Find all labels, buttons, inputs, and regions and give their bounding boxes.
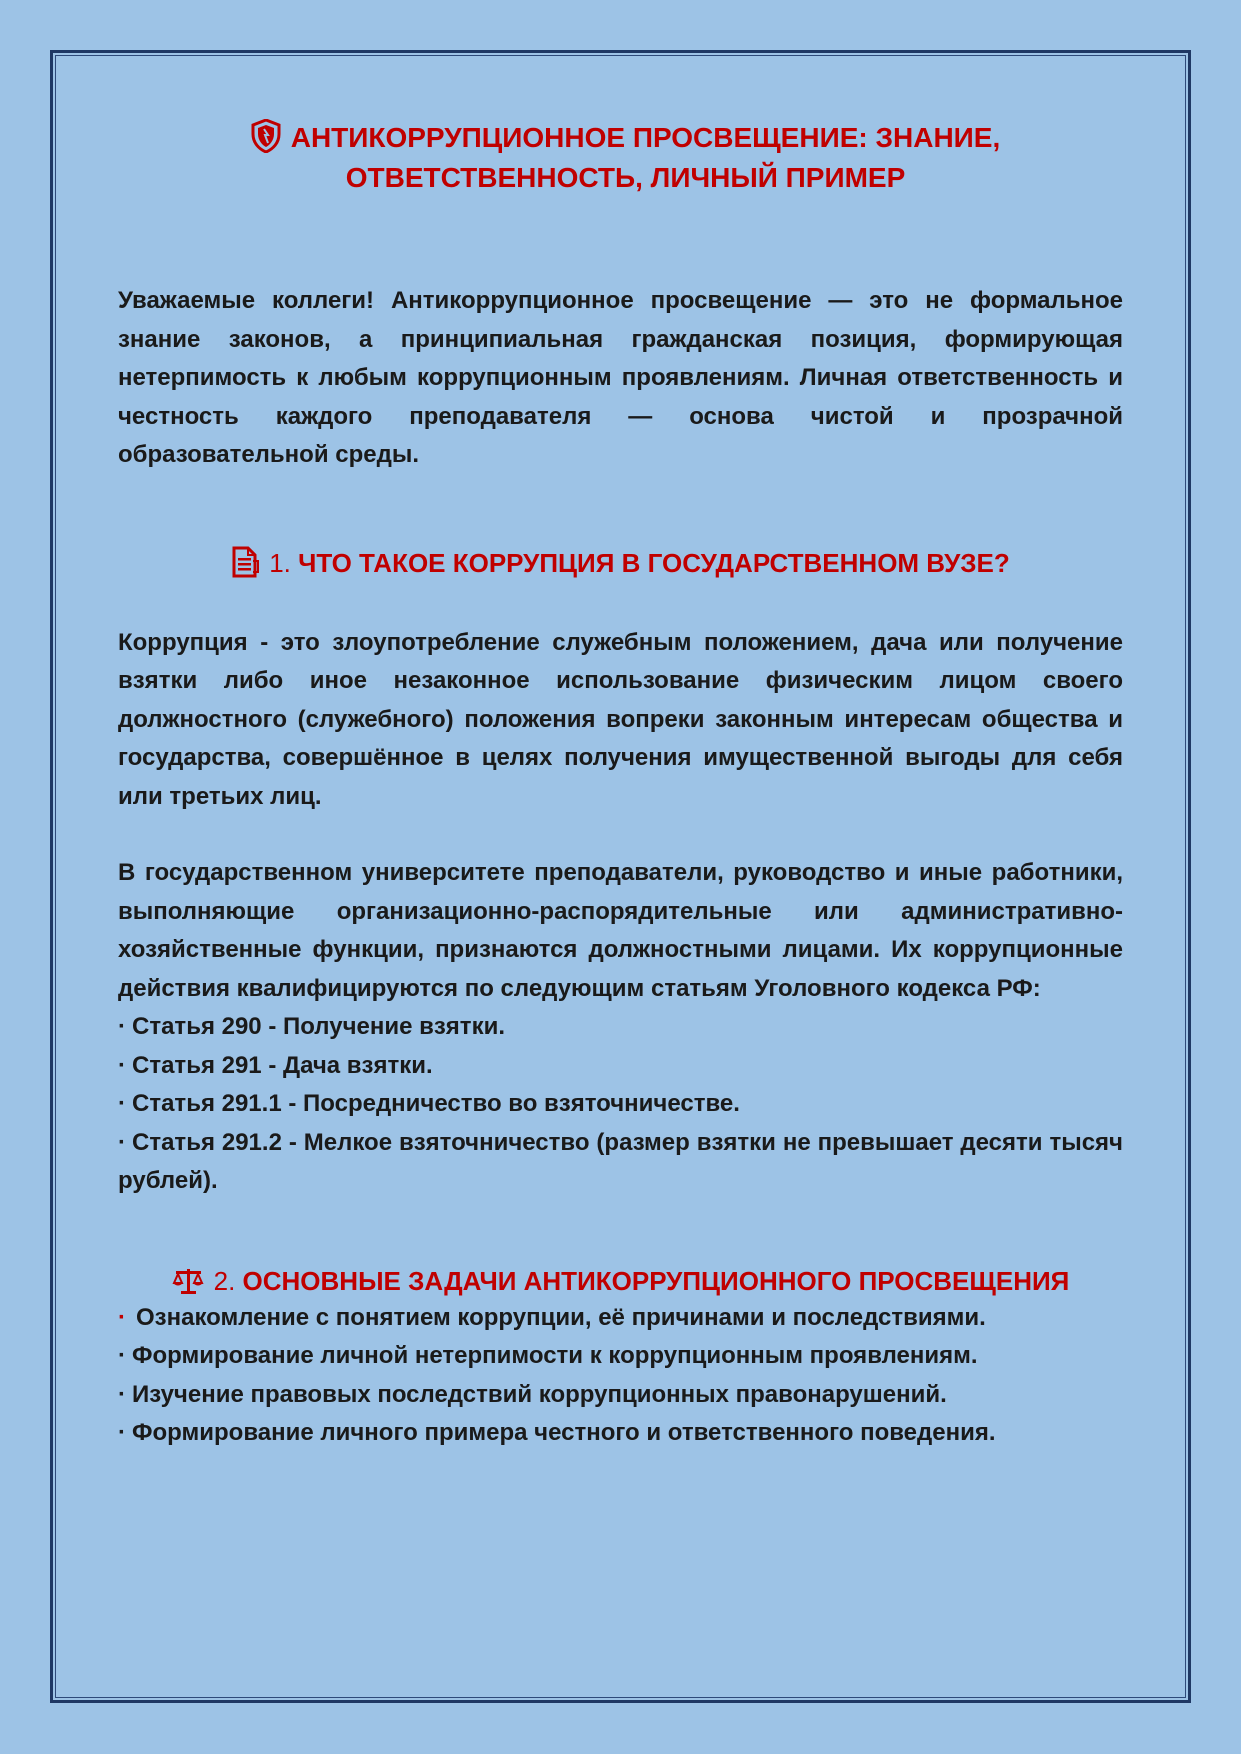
- intro-paragraph: Уважаемые коллеги! Антикоррупционное просвещение — это не формальное знание законов, а принципиальная гражданская позиция, формирующая нетерпимость к любым коррупционным проявлениям. Личная ответственность и честность каждого преподавателя — основа чистой и прозрачной образовательной среды.: [118, 287, 1123, 468]
- bullet: ·: [118, 1051, 126, 1079]
- section-2-number: 2.: [213, 1265, 236, 1296]
- list-item: · Формирование личной нетерпимости к коррупционным проявлениям.: [118, 1342, 978, 1369]
- list-item: · Ознакомление с понятием коррупции, её причинами и последствиями.: [118, 1303, 986, 1331]
- bullet: ·: [118, 1128, 126, 1156]
- articles-list: [118, 1008, 1123, 1201]
- list-item: · Статья 291.2 - Мелкое взяточничество (размер взятки не превышает десяти тысяч рублей).: [118, 1128, 1123, 1194]
- officials-paragraph: В государственном университете преподаватели, руководство и иные работники, выполняющие организационно-распорядительные или административно-хозяйственные функции, признаются должностными лицами. Их коррупционные действия квалифицируются по следующим статьям Уголовного кодекса РФ:: [118, 859, 1123, 1002]
- section-1-number: 1.: [269, 547, 291, 578]
- document-icon: [231, 546, 259, 578]
- list-item: · Изучение правовых последствий коррупционных правонарушений.: [118, 1380, 947, 1408]
- section-1-heading: [118, 545, 1123, 581]
- list-item: · Статья 291 - Дача взятки.: [118, 1051, 433, 1079]
- bullet: ·: [118, 1342, 126, 1369]
- corruption-definition: Коррупция - это злоупотребление служебным положением, дача или получение взятки либо иное незаконное использование физическим лицом своего должностного (служебного) положения вопреки законным интересам общества и государства, совершённое в целях получения имущественной выгоды для себя или третьих лиц.: [118, 628, 1123, 810]
- list-item: · Статья 291.1 - Посредничество во взяточничестве.: [118, 1090, 740, 1117]
- list-item: · Статья 290 - Получение взятки.: [118, 1013, 505, 1040]
- bullet: ·: [118, 1303, 126, 1331]
- bullet: ·: [118, 1090, 126, 1117]
- tasks-list: [118, 1299, 1123, 1453]
- title-line-1: [128, 118, 1123, 158]
- shield-icon: [251, 119, 281, 153]
- section-2-heading: [118, 1263, 1123, 1299]
- page-title: [118, 118, 1123, 198]
- scales-icon: [172, 1266, 204, 1296]
- section-2-title: ОСНОВНЫЕ ЗАДАЧИ АНТИКОРРУПЦИОННОГО ПРОСВЕЩЕНИЯ: [242, 1265, 1070, 1296]
- list-item: · Формирование личного примера честного и ответственного поведения.: [118, 1419, 996, 1446]
- document-body: [118, 118, 1123, 1453]
- section-1-title: ЧТО ТАКОЕ КОРРУПЦИЯ В ГОСУДАРСТВЕННОМ ВУЗЕ?: [298, 547, 1010, 578]
- bullet: ·: [118, 1380, 126, 1408]
- title-text-1: АНТИКОРРУПЦИОННОЕ ПРОСВЕЩЕНИЕ: ЗНАНИЕ,: [290, 122, 1001, 153]
- bullet: ·: [118, 1013, 126, 1040]
- bullet: ·: [118, 1419, 126, 1446]
- title-line-2: ОТВЕТСТВЕННОСТЬ, ЛИЧНЫЙ ПРИМЕР: [345, 162, 906, 193]
